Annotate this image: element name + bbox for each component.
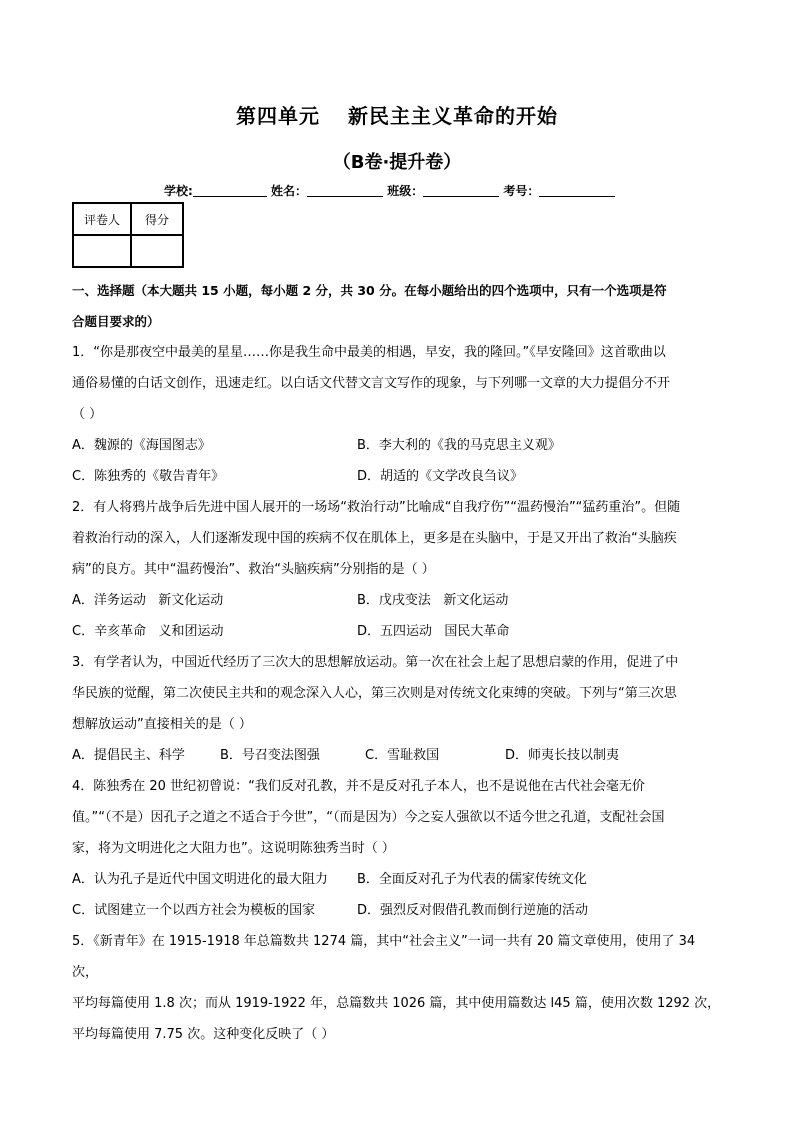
options-row [72, 895, 722, 926]
grader-header: 评卷人 [73, 203, 131, 235]
option-d[interactable]: D．师夷长技以制夷 [505, 748, 620, 763]
name-field[interactable] [307, 184, 383, 197]
option-b[interactable]: B．李大利的《我的马克思主义观》 [357, 438, 561, 453]
option-b[interactable]: B．号召变法图强 [220, 748, 320, 763]
question-line: 病”的良方。其中“温药慢治”、救治“头脑疾病”分别指的是（ ） [72, 562, 435, 577]
option-d[interactable]: D．强烈反对假借孔教而倒行逆施的活动 [357, 903, 589, 918]
option-c[interactable]: C．试图建立一个以西方社会为模板的国家 [72, 903, 316, 918]
option-c[interactable]: C．陈独秀的《敬告青年》 [72, 469, 225, 484]
number-label: 考号： [503, 184, 540, 198]
score-header: 得分 [131, 203, 183, 235]
option-a[interactable]: A．魏源的《海国图志》 [72, 438, 211, 453]
school-label: 学校: [164, 184, 193, 198]
student-info-line [164, 182, 615, 199]
section-heading-line: 合题目要求的） [72, 314, 160, 329]
question-line: 着救治行动的深入，人们逐渐发现中国的疾病不仅在肌体上，更多是在头脑中，于是又开出了救治“头脑疾 [72, 531, 677, 546]
option-a[interactable]: A．认为孔子是近代中国文明进化的最大阻力 [72, 872, 328, 887]
page-title [0, 100, 794, 129]
class-field[interactable] [423, 184, 499, 197]
question-line: （ ） [72, 407, 103, 422]
question-1 [72, 337, 722, 492]
question-4 [72, 771, 722, 926]
question-line: 家，将为文明进化之大阻力也”。这说明陈独秀当时（ ） [72, 841, 395, 856]
option-a[interactable]: A．提倡民主、科学 [72, 748, 185, 763]
school-field[interactable] [193, 184, 267, 197]
class-label: 班级： [387, 184, 424, 198]
options-row [72, 616, 722, 647]
question-line: 华民族的觉醒，第二次使民主共和的观念深入人心，第三次则是对传统文化束缚的突破。下列与“第三次思 [72, 686, 677, 701]
question-line: 4．陈独秀在 20 世纪初曾说：“我们反对孔教，并不是反对孔子本人，也不是说他在古代社会毫无价 [72, 779, 645, 794]
number-field[interactable] [539, 184, 615, 197]
question-2 [72, 492, 722, 647]
question-5 [72, 926, 722, 1050]
question-line: 5．《新青年》在 1915-1918 年总篇数共 1274 篇，其中“社会主义”一词一共有 20 篇文章使用，使用了 34 次， [72, 934, 696, 980]
option-d[interactable]: D．胡适的《文学改良刍议》 [357, 469, 524, 484]
section-heading-line: 一、选择题（本大题共 15 小题，每小题 2 分，共 30 分。在每小题给出的四个选项中，只有一个选项是符 [72, 283, 667, 298]
grader-cell[interactable] [73, 235, 131, 267]
page-subtitle: （B卷·提升卷） [332, 152, 462, 173]
options-row [72, 585, 722, 616]
question-line: 平均每篇使用 7.75 次。这种变化反映了（ ） [72, 1027, 335, 1042]
unit-title: 新民主主义革命的开始 [348, 104, 558, 128]
unit-label: 第四单元 [236, 104, 320, 128]
question-line: 2．有人将鸦片战争后先进中国人展开的一场场“救治行动”比喻成“自我疗伤”“温药慢治”“猛药重治”。但随 [72, 500, 681, 515]
option-b[interactable]: B．全面反对孔子为代表的儒家传统文化 [357, 872, 587, 887]
section-heading [72, 275, 722, 337]
options-row [72, 864, 722, 895]
question-line: 3．有学者认为，中国近代经历了三次大的思想解放运动。第一次在社会上起了思想启蒙的作用，促进了中 [72, 655, 679, 670]
score-table [72, 202, 184, 268]
question-line: 值。”“（不是）因孔子之道之不适合于今世”，“（而是因为）今之妄人强欲以不适今世之孔道，支配社会国 [72, 810, 665, 825]
option-a[interactable]: A．洋务运动 新文化运动 [72, 593, 224, 608]
question-line: 平均每篇使用 1.8 次；而从 1919-1922 年，总篇数共 1026 篇，其中使用篇数达 l45 篇，使用次数 1292 次， [72, 996, 721, 1011]
exam-body [72, 275, 722, 1050]
option-d[interactable]: D．五四运动 国民大革命 [357, 624, 510, 639]
options-row [72, 461, 722, 492]
option-c[interactable]: C．辛亥革命 义和团运动 [72, 624, 224, 639]
name-label: 姓名： [271, 184, 308, 198]
question-line: 1．“你是那夜空中最美的星星……你是我生命中最美的相遇，早安，我的隆回。”《早安隆回》这首歌曲以 [72, 345, 666, 360]
question-line: 通俗易懂的白话文创作，迅速走红。以白话文代替文言文写作的现象，与下列哪一文章的大力提倡分不开 [72, 376, 671, 391]
question-3 [72, 647, 722, 771]
option-b[interactable]: B．戊戌变法 新文化运动 [357, 593, 509, 608]
option-c[interactable]: C．雪耻救国 [365, 748, 440, 763]
score-cell[interactable] [131, 235, 183, 267]
question-line: 想解放运动”直接相关的是（ ） [72, 717, 252, 732]
options-row [72, 740, 722, 771]
options-row [72, 430, 722, 461]
